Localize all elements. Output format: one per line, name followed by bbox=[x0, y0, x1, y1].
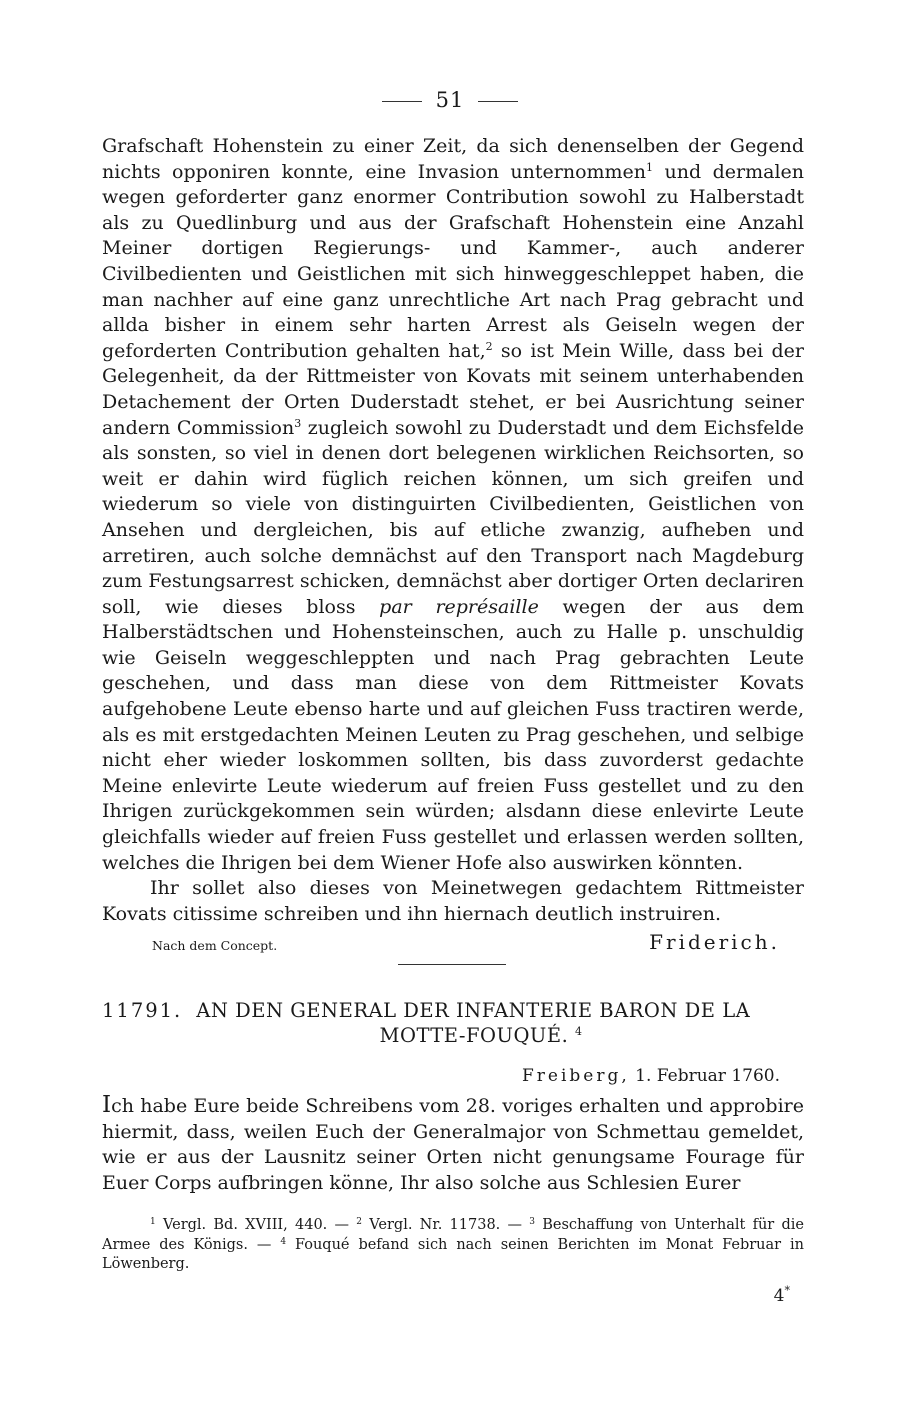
letter-number: 11791. bbox=[102, 999, 183, 1022]
initial-letter: I bbox=[102, 1092, 112, 1118]
heading-line-2 bbox=[102, 1023, 804, 1048]
footnote-marker: 2 bbox=[356, 1217, 363, 1227]
footnote-text: Beschaffung von Unterhalt für die Armee des Königs. — bbox=[102, 1217, 804, 1253]
page-number-header bbox=[0, 88, 900, 112]
place: Freiberg, bbox=[521, 1066, 630, 1086]
paragraph-text: so ist Mein Wille, dass bei der Gelegenheit, da der Rittmeister von Kovats mit seinem unterhabenden Detachement der Orten Duderstadt stehet, er bei Ausrichtung seiner andern Commission bbox=[102, 339, 804, 439]
footnote-text: Vergl. Nr. 11738. — bbox=[362, 1217, 530, 1233]
paragraph-main bbox=[102, 134, 804, 876]
signature-mark-star: * bbox=[784, 1284, 790, 1297]
page-number: 51 bbox=[435, 88, 465, 112]
paragraph-closing: Ihr sollet also dieses von Meinetwegen gedachtem Rittmeister Kovats citissime schreiben und ihn hiernach deutlich instruiren. bbox=[102, 877, 804, 925]
footnote-ref-3: 3 bbox=[294, 416, 302, 430]
signature: Friderich. bbox=[649, 930, 780, 954]
printer-signature-mark bbox=[774, 1286, 790, 1306]
heading-text: AN DEN GENERAL DER INFANTERIE BARON DE LA bbox=[196, 999, 751, 1022]
dateline bbox=[522, 1066, 780, 1086]
signature-mark-number: 4 bbox=[773, 1286, 785, 1306]
header-dash-left bbox=[382, 101, 422, 102]
paragraph-text: wegen der aus dem Halberstädtschen und Hohensteinschen, auch zu Halle p. unschuldig wie Geiseln weggeschleppten und nach Prag gebrachten Leute geschehen, und dass man diese von dem Rittmeister Kovats aufgehobene Leute ebenso harte und auf gleichen Fuss tractiren werde, als es mit erstgedachten Meinen Leuten zu Prag geschehen, und selbige nicht eher wieder loskommen sollten, bis dass zuvorderst gedachte Meine enlevirte Leute wiederum auf freien Fuss gestellet und zu den Ihrigen zurückgekommen sein würden; alsdann diese enlevirte Leute gleichfalls wieder auf freien Fuss gestellet und erlassen werden sollten, welches die Ihrigen bei dem Wiener Hofe also auswirken könnten. bbox=[102, 595, 804, 874]
letter-text: ch habe Eure beide Schreibens vom 28. voriges erhalten und approbire hiermit, dass, weilen Euch der Generalmajor von Schmettau gemeldet, wie er aus der Lausnitz seiner Orten nicht genungsame Fourage für Euer Corps aufbringen könne, Ihr also solche aus Schlesien Eurer bbox=[102, 1095, 804, 1194]
header-dash-right bbox=[478, 101, 518, 102]
paragraph-text: Grafschaft Hohenstein zu einer Zeit, da sich denenselben der Gegend nichts opponiren konnte, eine Invasion unternommen bbox=[102, 135, 804, 183]
footnote-text: Fouqué befand sich nach seinen Berichten im Monat Februar in Löwenberg. bbox=[102, 1236, 804, 1272]
footnotes bbox=[102, 1216, 804, 1275]
section-divider bbox=[398, 964, 506, 965]
paragraph-text: und dermalen wegen geforderter ganz enormer Contribution sowohl zu Halberstadt als zu Quedlinburg und aus der Grafschaft Hohenstein eine Anzahl Meiner dortigen Regierungs- und Kammer-, auch anderer Civilbedienten und Geistlichen mit sich hinweggeschleppet haben, die man nachher auf eine ganz unrechtliche Art nach Prag gebracht und allda bisher in einem sehr harten Arrest als Geiseln wegen der geforderten Contribution gehalten hat, bbox=[102, 160, 804, 362]
heading-line-1 bbox=[102, 998, 804, 1023]
footnote-ref-4: 4 bbox=[575, 1025, 583, 1038]
source-note: Nach dem Concept. bbox=[152, 938, 278, 953]
footnote-block bbox=[102, 1216, 804, 1275]
footnote-text: Vergl. Bd. XVIII, 440. — bbox=[155, 1217, 357, 1233]
footnote-marker: 1 bbox=[150, 1217, 156, 1227]
letter-heading bbox=[102, 998, 804, 1048]
footnote-marker: 3 bbox=[529, 1217, 535, 1227]
date: 1. Februar 1760. bbox=[635, 1066, 780, 1086]
french-phrase: par représaille bbox=[379, 595, 539, 618]
letter-continuation bbox=[102, 134, 804, 927]
footnote-ref-1: 1 bbox=[646, 160, 654, 174]
footnote-marker: 4 bbox=[280, 1236, 287, 1247]
letter-body bbox=[102, 1093, 804, 1196]
footnote-ref-2: 2 bbox=[485, 339, 493, 353]
heading-text: MOTTE-FOUQUÉ. bbox=[379, 1024, 569, 1047]
paragraph-text: zugleich sowohl zu Duderstadt und dem Eichsfelde als sonsten, so viel in denen dort belegenen wirklichen Reichsorten, so weit er dahin wird füglich reichen können, um sich greifen und wiederum so viele von distinguirten Civilbedienten, Geistlichen von Ansehen und dergleichen, bis auf etliche zwanzig, aufheben und arretiren, auch solche demnächst auf den Transport nach Magdeburg zum Festungsarrest schicken, demnächst aber dortiger Orten declariren soll, wie dieses bloss bbox=[102, 416, 805, 618]
